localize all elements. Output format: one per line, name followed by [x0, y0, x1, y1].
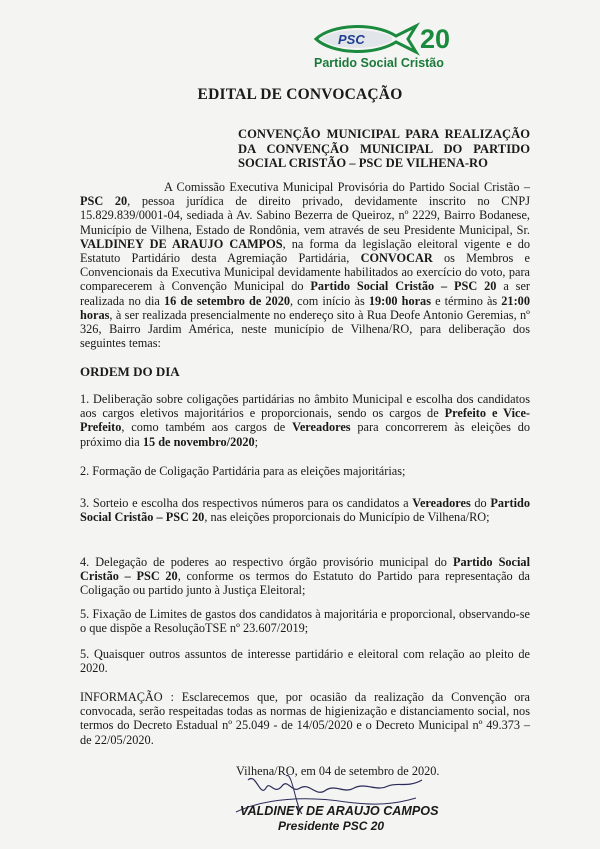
logo-number: 20 [420, 24, 451, 54]
signer-name: VALDINEY DE ARAUJO CAMPOS [240, 804, 439, 818]
agenda-heading: ORDEM DO DIA [80, 364, 180, 379]
agenda-item-5: 5. Fixação de Limites de gastos dos candidatos à majoritária e proporcional, observando-se o que dispõe a ResoluçãoTSE nº 23.607/2019; [80, 607, 530, 636]
party-logo [312, 22, 482, 74]
logo-abbreviation: PSC [338, 32, 365, 47]
agenda-item-4: 4. Delegação de poderes ao respectivo órgão provisório municipal do Partido Social Cristão – PSC 20, conforme os termos do Estatuto do Partido para representação da Coligação ou partido junto à Justiça Eleitoral; [80, 555, 531, 598]
signer-role: Presidente PSC 20 [278, 819, 385, 833]
place-date: Vilhena/RO, em 04 de setembro de 2020. [236, 764, 440, 778]
fish-icon [312, 22, 422, 56]
document-title: EDITAL DE CONVOCAÇÃO [197, 86, 403, 103]
logo-party-name: Partido Social Cristão [314, 56, 444, 70]
agenda-item-6: 5. Quaisquer outros assuntos de interesse partidário e eleitoral com relação ao pleito de 2020. [80, 647, 530, 676]
document-subtitle: CONVENÇÃO MUNICIPAL PARA REALIZAÇÃO DA CONVENÇÃO MUNICIPAL DO PARTIDO SOCIAL CRISTÃO – PSC DE VILHENA-RO [238, 127, 530, 170]
agenda-item-1: 1. Deliberação sobre coligações partidárias no âmbito Municipal e escolha dos candidatos aos cargos eletivos majoritários e proporcionais, sendo os cargos de Prefeito e Vice-Prefeito, como também aos cargos de Vereadores para concorrerem às eleições do próximo dia 15 de novembro/2020; [80, 392, 530, 449]
intro-paragraph: A Comissão Executiva Municipal Provisória do Partido Social Cristão – PSC 20, pessoa jurídica de direito privado, devidamente inscrito no CNPJ 15.829.839/0001-04, sediada à Av. Sabino Bezerra de Queiroz, nº 2229, Bairro Bodanese, Município de Vilhena, Estado de Rondônia, vem através de seu Presidente Municipal, Sr. VALDINEY DE ARAUJO CAMPOS, na forma da legislação eleitoral vigente e do Estatuto Partidário desta Agremiação Partidária, CONVOCAR os Membros e Convencionais da Executiva Municipal devidamente habilitados ao exercício do voto, para comparecerem à Convenção Municipal do Partido Social Cristão – PSC 20 a ser realizada no dia 16 de setembro de 2020, com início às 19:00 horas e término às 21:00 horas, à ser realizada presencialmente no endereço sito à Rua Deofe Antonio Geremias, nº 326, Bairro Jardim América, neste município de Vilhena/RO, para deliberação dos seguintes temas: [80, 180, 531, 351]
information-paragraph: INFORMAÇÃO : Esclarecemos que, por ocasião da realização da Convenção ora convocada, serão respeitadas todas as normas de higienização e distanciamento social, nos termos do Decreto Estadual nº 25.049 - de 14/05/2020 e o Decreto Municipal nº 49.373 – de 22/05/2020. [80, 690, 530, 747]
agenda-item-3: 3. Sorteio e escolha dos respectivos números para os candidatos a Vereadores do Partido Social Cristão – PSC 20, nas eleições proporcionais do Município de Vilhena/RO; [80, 496, 530, 525]
agenda-item-2: 2. Formação de Coligação Partidária para as eleições majoritárias; [80, 464, 406, 478]
